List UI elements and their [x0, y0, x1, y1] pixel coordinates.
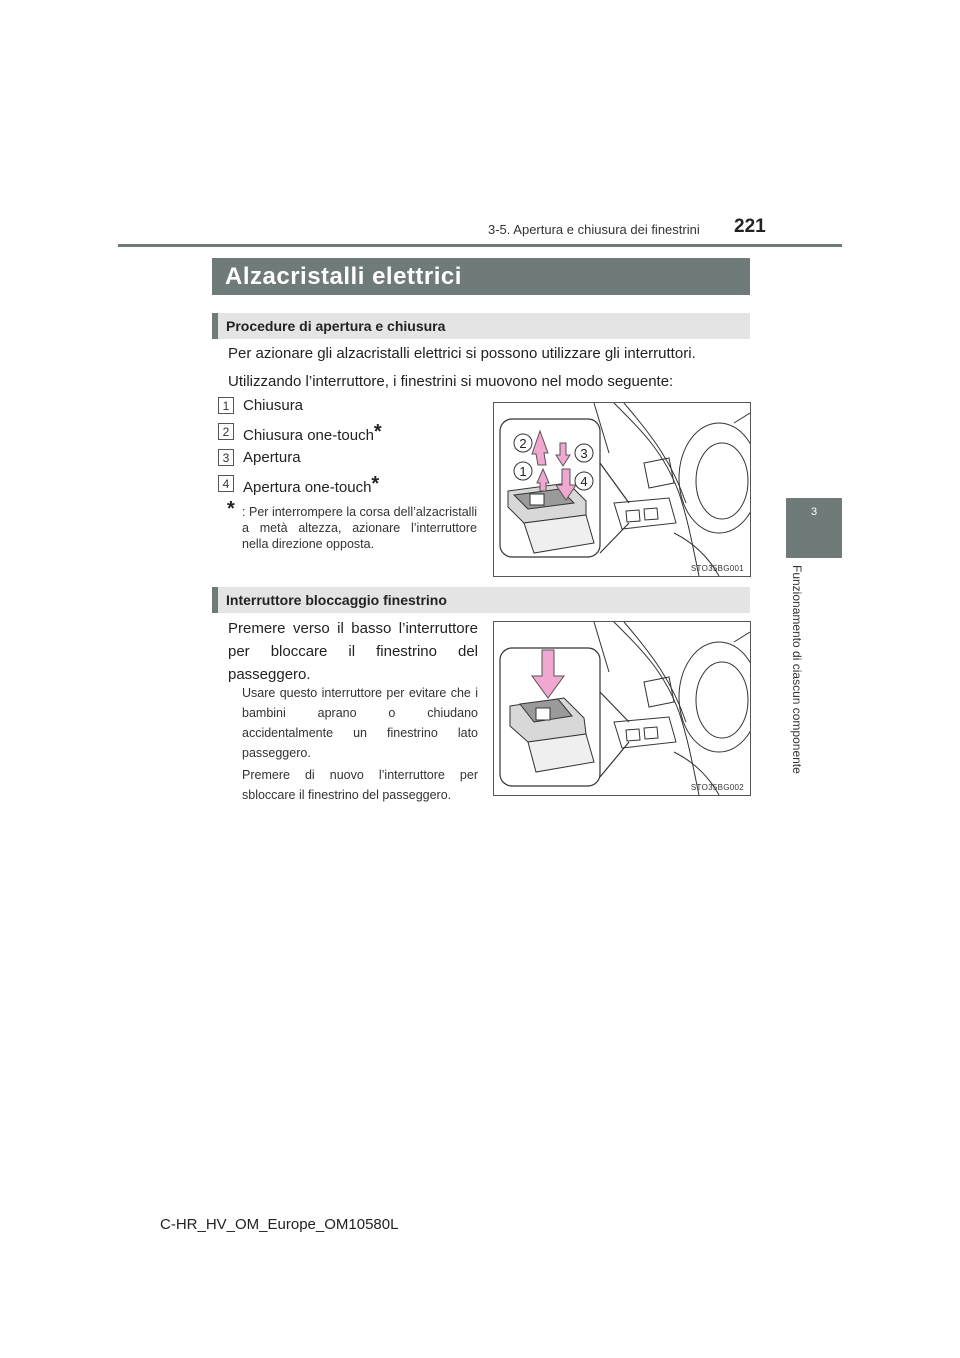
figure-window-switch	[493, 402, 751, 577]
lock-note-1: Usare questo interruttore per evitare che i bambini aprano o chiudano accidentalmente un finestrino lato passeggero.	[242, 686, 478, 760]
item-number-box: 4	[218, 475, 234, 492]
subhead-bar	[212, 313, 218, 339]
footnote-star: *	[227, 498, 235, 520]
section-heading-lock	[212, 587, 750, 613]
asterisk-mark: *	[371, 473, 380, 495]
item-label: Apertura	[243, 449, 301, 466]
intro-paragraph-2: Utilizzando l’interruttore, i finestrini si muovono nel modo seguente:	[228, 373, 674, 390]
chapter-number: 3	[810, 506, 818, 518]
lock-switch-illustration	[494, 622, 750, 795]
figure-label-3: 3	[580, 446, 588, 461]
item-number-box: 2	[218, 423, 234, 440]
header-rule	[118, 244, 842, 247]
footnote-text: : Per interrompere la corsa dell’alzacristalli a metà altezza, azionare l’interruttore nella direzione opposta.	[242, 505, 477, 551]
figure-code: STO35BG002	[690, 783, 744, 792]
lock-instruction: Premere verso il basso l’interruttore per bloccare il finestrino del passeggero.	[228, 620, 478, 683]
figure-code: STO35BG001	[690, 564, 744, 573]
figure-label-1: 1	[519, 464, 527, 479]
lock-note-2: Premere di nuovo l’interruttore per sbloccare il finestrino del passeggero.	[242, 768, 478, 802]
page-title-text: Alzacristalli elettrici	[225, 263, 462, 290]
subhead-text: Interruttore bloccaggio finestrino	[226, 592, 447, 608]
figure-lock-switch	[493, 621, 751, 796]
subhead-text: Procedure di apertura e chiusura	[226, 318, 446, 334]
subhead-bar	[212, 587, 218, 613]
item-number-box: 3	[218, 449, 234, 466]
chapter-tab	[786, 498, 842, 558]
asterisk-mark: *	[373, 421, 382, 443]
item-label: Chiusura	[243, 397, 304, 414]
header-section-title: 3-5. Apertura e chiusura dei finestrini	[488, 222, 700, 237]
section-heading-procedures	[212, 313, 750, 339]
window-switch-illustration	[494, 403, 750, 576]
page-title	[212, 258, 750, 295]
item-label: Apertura one-touch*	[243, 473, 380, 496]
item-number-box: 1	[218, 397, 234, 414]
item-label: Chiusura one-touch*	[243, 421, 382, 444]
intro-paragraph-1: Per azionare gli alzacristalli elettrici si possono utilizzare gli interruttori.	[228, 345, 696, 362]
figure-label-4: 4	[580, 474, 588, 489]
chapter-title: Funzionamento di ciascun componente	[790, 565, 804, 774]
footer-document-id: C-HR_HV_OM_Europe_OM10580L	[160, 1216, 399, 1233]
figure-label-2: 2	[519, 436, 527, 451]
page-number: 221	[734, 216, 766, 237]
